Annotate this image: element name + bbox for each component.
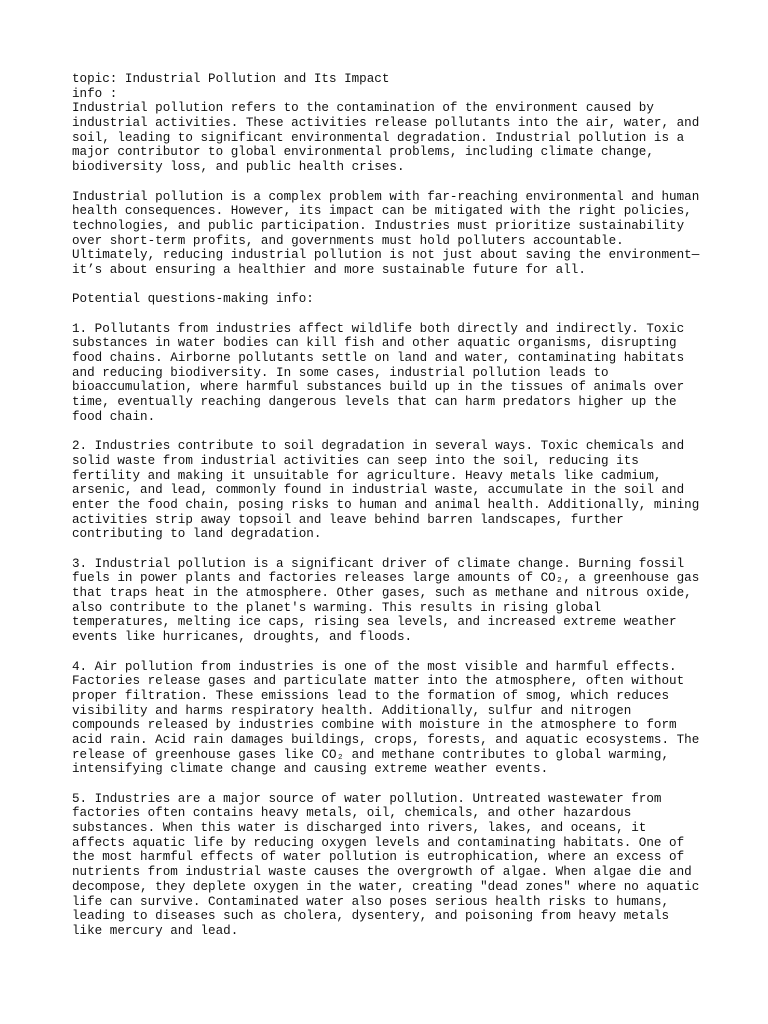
questions-heading-paragraph — [72, 292, 712, 307]
point-line: intensifying climate change and causing extreme weather events. — [72, 762, 549, 777]
point-line: factories often contains heavy metals, oil, chemicals, and other hazardous — [72, 806, 632, 821]
point-line: fuels in power plants and factories releases large amounts of CO₂, a greenhouse gas — [72, 571, 700, 586]
point-line: food chain. — [72, 409, 156, 424]
point-line: 1. Pollutants from industries affect wildlife both directly and indirectly. Toxic — [72, 321, 685, 336]
intro-line: industrial activities. These activities release pollutants into the air, water, and — [72, 116, 700, 131]
point-line: affects aquatic life by reducing oxygen levels and contaminating habitats. One of — [72, 835, 685, 850]
document-page — [72, 72, 712, 953]
point-line: substances in water bodies can kill fish and other aquatic organisms, disrupting — [72, 336, 677, 351]
summary-line: health consequences. However, its impact can be mitigated with the right policies, — [72, 204, 692, 219]
point-line: acid rain. Acid rain damages buildings, crops, forests, and aquatic ecosystems. The — [72, 732, 700, 747]
summary-line: technologies, and public participation. Industries must prioritize sustainability — [72, 218, 685, 233]
point-line: the most harmful effects of water pollution is eutrophication, where an excess of — [72, 850, 685, 865]
point-climate-paragraph — [72, 557, 712, 645]
point-line: solid waste from industrial activities can seep into the soil, reducing its — [72, 453, 639, 468]
point-line: substances. When this water is discharged into rivers, lakes, and oceans, it — [72, 821, 647, 836]
summary-line: Industrial pollution is a complex problem with far-reaching environmental and human — [72, 189, 700, 204]
point-line: that traps heat in the atmosphere. Other gases, such as methane and nitrous oxide, — [72, 586, 692, 601]
intro-line: major contributor to global environmental problems, including climate change, — [72, 145, 654, 160]
intro-paragraph — [72, 101, 712, 174]
point-line: also contribute to the planet's warming. This results in rising global — [72, 600, 602, 615]
point-soil-paragraph — [72, 439, 712, 542]
point-line: 4. Air pollution from industries is one of the most visible and harmful effects. — [72, 659, 677, 674]
point-line: and reducing biodiversity. In some cases, industrial pollution leads to — [72, 365, 609, 380]
point-line: events like hurricanes, droughts, and floods. — [72, 630, 413, 645]
point-line: food chains. Airborne pollutants settle on land and water, contaminating habitats — [72, 351, 685, 366]
point-line: fertility and making it unsuitable for agriculture. Heavy metals like cadmium, — [72, 468, 662, 483]
topic-line: topic: Industrial Pollution and Its Impact — [72, 72, 390, 86]
point-line: nutrients from industrial waste causes the overgrowth of algae. When algae die and — [72, 865, 692, 880]
point-line: 2. Industries contribute to soil degradation in several ways. Toxic chemicals and — [72, 439, 685, 454]
point-line: leading to diseases such as cholera, dysentery, and poisoning from heavy metals — [72, 909, 670, 924]
point-line: visibility and harms respiratory health. Additionally, sulfur and nitrogen — [72, 703, 632, 718]
point-line: compounds released by industries combine with moisture in the atmosphere to form — [72, 718, 677, 733]
point-line: enter the food chain, posing risks to human and animal health. Additionally, mining — [72, 497, 700, 512]
point-line: bioaccumulation, where harmful substances build up in the tissues of animals over — [72, 380, 685, 395]
point-wildlife-paragraph — [72, 322, 712, 425]
point-line: time, eventually reaching dangerous levels that can harm predators higher up the — [72, 395, 677, 410]
summary-line: over short-term profits, and governments must hold polluters accountable. — [72, 233, 624, 248]
intro-line: biodiversity loss, and public health crises. — [72, 160, 405, 175]
point-line: 5. Industries are a major source of water pollution. Untreated wastewater from — [72, 791, 662, 806]
point-water-paragraph — [72, 792, 712, 939]
point-line: like mercury and lead. — [72, 923, 239, 938]
summary-line: it’s about ensuring a healthier and more sustainable future for all. — [72, 262, 586, 277]
point-line: contributing to land degradation. — [72, 527, 322, 542]
intro-line: Industrial pollution refers to the contamination of the environment caused by — [72, 101, 654, 116]
point-line: 3. Industrial pollution is a significant driver of climate change. Burning fossil — [72, 556, 685, 571]
point-line: Factories release gases and particulate matter into the atmosphere, often without — [72, 674, 685, 689]
point-air-paragraph — [72, 660, 712, 778]
point-line: release of greenhouse gases like CO₂ and methane contributes to global warming, — [72, 747, 670, 762]
point-line: decompose, they deplete oxygen in the water, creating "dead zones" where no aquatic — [72, 879, 700, 894]
point-line: activities strip away topsoil and leave behind barren landscapes, further — [72, 512, 624, 527]
summary-paragraph — [72, 190, 712, 278]
intro-line: soil, leading to significant environmental degradation. Industrial pollution is a — [72, 130, 685, 145]
point-line: life can survive. Contaminated water also poses serious health risks to humans, — [72, 894, 670, 909]
point-line: temperatures, melting ice caps, rising sea levels, and increased extreme weather — [72, 615, 677, 630]
summary-line: Ultimately, reducing industrial pollution is not just about saving the environment— — [72, 248, 700, 263]
point-line: arsenic, and lead, commonly found in industrial waste, accumulate in the soil and — [72, 483, 685, 498]
info-label: info : — [72, 86, 118, 101]
questions-heading: Potential questions-making info: — [72, 292, 314, 307]
point-line: proper filtration. These emissions lead to the formation of smog, which reduces — [72, 688, 670, 703]
